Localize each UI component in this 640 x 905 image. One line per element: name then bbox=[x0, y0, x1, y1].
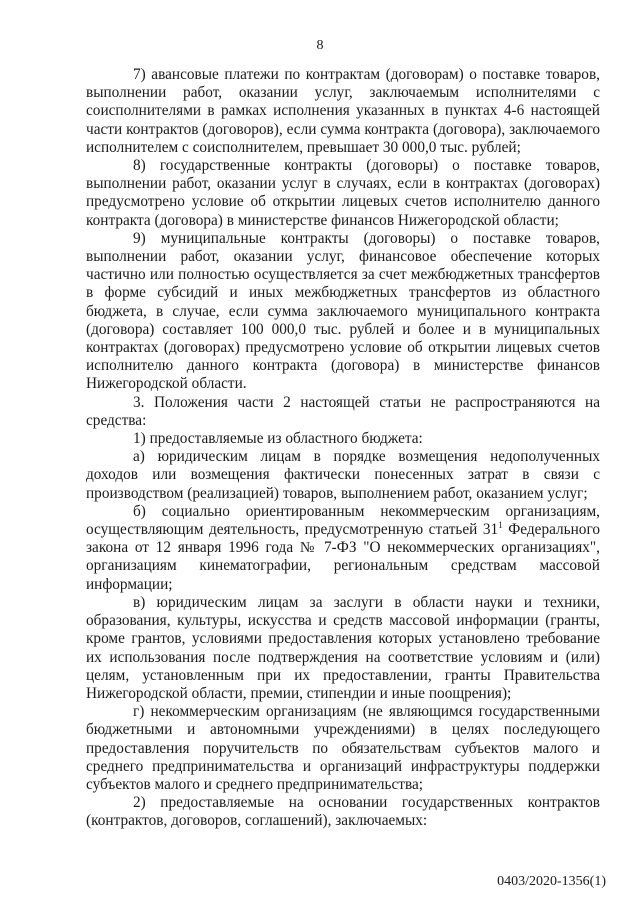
article-superscript: 1 bbox=[498, 519, 503, 530]
paragraph-item-8: 8) государственные контракты (договоры) о поставке товаров, выполнении работ, оказании услуг в случаях, если в контрактах (договорах) предусмотрено условие об открытии лицевых счетов исполнителю данного контракта (договора) в министерстве финансов Нижегородской области; bbox=[86, 157, 600, 229]
page-number: 8 bbox=[316, 38, 324, 53]
paragraph-subitem-a: а) юридическим лицам в порядке возмещения недополученных доходов или возмещения фактически понесенных затрат в связи с производством (реализацией) товаров, выполнением работ, оказанием услуг; bbox=[86, 448, 600, 502]
paragraph-part-3: 3. Положения части 2 настоящей статьи не распространяются на средства: bbox=[86, 393, 600, 429]
paragraph-subitem-g: г) некоммерческим организациям (не являющимся государственными бюджетными и автономными учреждениями) в целях последующего предоставления поручительств по обязательствам субъектов малого и среднего предпринимательства и организаций инфраструктуры поддержки субъектов малого и среднего предпринимательства; bbox=[86, 703, 600, 793]
paragraph-subitem-1: 1) предоставляемые из областного бюджета: bbox=[133, 430, 423, 448]
paragraph-subitem-b-text-start: б) социально ориентированным некоммерческим организациям, осуществляющим деятельность, предусмотренную статьей 31 bbox=[86, 502, 600, 539]
paragraph-subitem-2: 2) предоставляемые на основании государственных контрактов (контрактов, договоров, соглашений), заключаемых: bbox=[86, 794, 600, 830]
document-body bbox=[86, 66, 600, 831]
paragraph-item-7: 7) авансовые платежи по контрактам (договорам) о поставке товаров, выполнении работ, оказании услуг, заключаемым исполнителями с соисполнителями в рамках исполнения указанных в пунктах 4-6 настоящей части контрактов (договоров), если сумма контракта (договора), заключаемого исполнителем с соисполнителем, превышает 30 000,0 тыс. рублей; bbox=[86, 66, 600, 156]
paragraph-subitem-b bbox=[86, 503, 600, 594]
paragraph-item-9: 9) муниципальные контракты (договоры) о поставке товаров, выполнении работ, оказании услуг, финансовое обеспечение которых частично или полностью осуществляется за счет межбюджетных трансфертов в форме субсидий и иных межбюджетных трансфертов из областного бюджета, в случае, если сумма заключаемого муниципального контракта (договора) составляет 100 000,0 тыс. рублей и более и в муниципальных контрактах (договорах) предусмотрено условие об открытии лицевых счетов исполнителю данного контракта (договора) в министерстве финансов Нижегородской области. bbox=[86, 229, 600, 393]
document-code: 0403/2020-1356(1) bbox=[497, 874, 606, 889]
paragraph-subitem-b-text-end: Федерального закона от 12 января 1996 года № 7-ФЗ "О некоммерческих организациях", организациям кинематографии, региональным средствам массовой информации; bbox=[86, 521, 600, 593]
paragraph-subitem-v: в) юридическим лицам за заслуги в области науки и техники, образования, культуры, искусства и средств массовой информации (гранты, кроме грантов, условиями предоставления которых установлено требование их использования после подтверждения на соответствие условиям и (или) целям, установленным при их предоставлении, гранты Правительства Нижегородской области, премии, стипендии и иные поощрения); bbox=[86, 593, 600, 702]
